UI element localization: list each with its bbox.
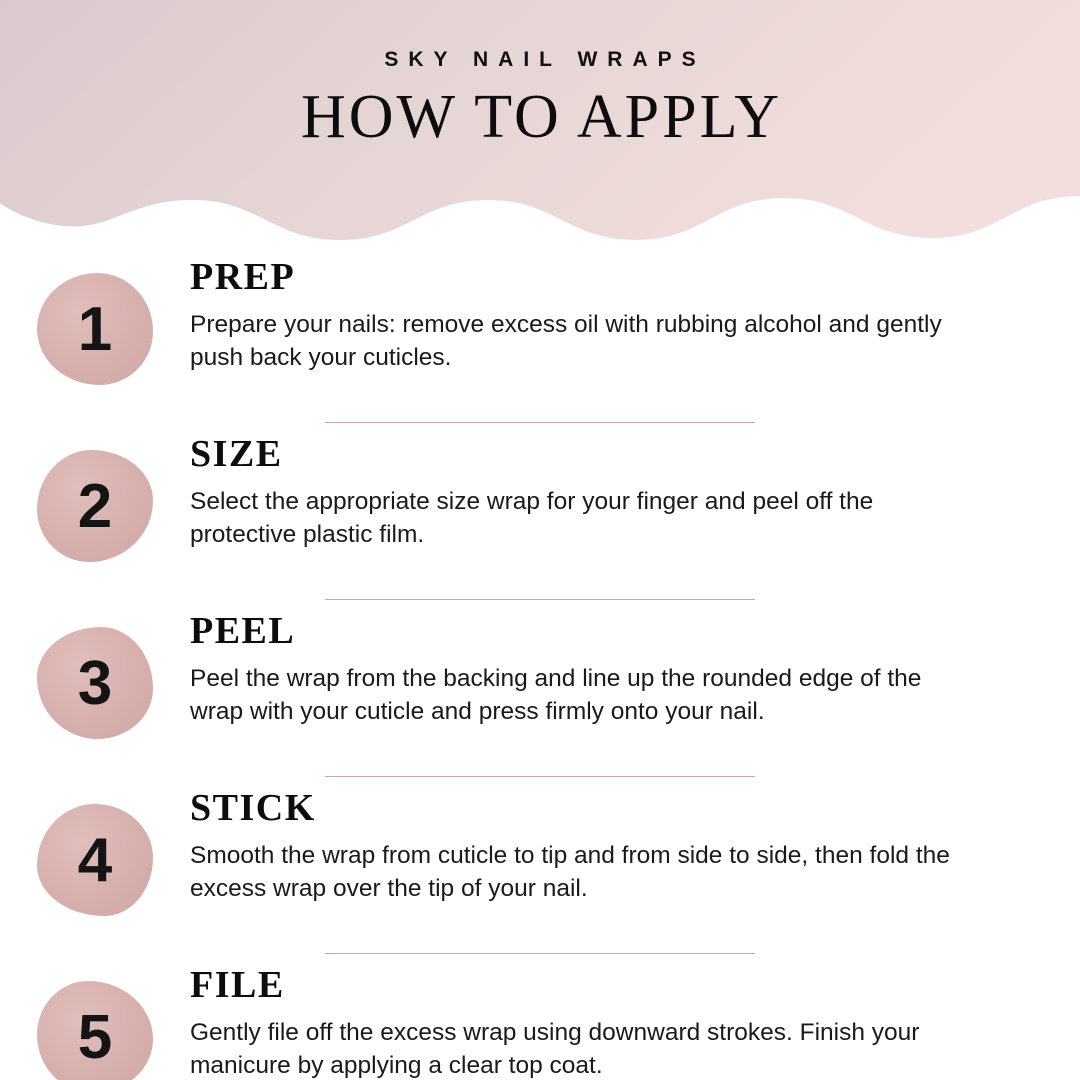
header-banner — [0, 0, 1080, 250]
step-title: FILE — [190, 964, 285, 1006]
blob-shape — [37, 804, 153, 916]
step-title: STICK — [190, 787, 316, 829]
step-description: Prepare your nails: remove excess oil with rubbing alcohol and gently push back your cuticles. — [190, 311, 942, 372]
step-badge — [0, 608, 190, 758]
blob-shape — [37, 450, 153, 562]
step-content — [190, 254, 1080, 374]
step-number: 3 — [77, 649, 113, 718]
step-title: SIZE — [190, 433, 283, 475]
step-number: 2 — [77, 472, 113, 541]
list-item — [0, 785, 1080, 935]
divider — [325, 599, 755, 600]
blob-shape — [37, 981, 153, 1080]
header-text-block — [0, 0, 1080, 215]
step-content — [190, 785, 1080, 905]
divider — [325, 776, 755, 777]
list-item — [0, 431, 1080, 581]
step-number: 1 — [77, 295, 113, 364]
step-badge — [0, 254, 190, 404]
page-title: HOW TO APPLY — [300, 83, 783, 151]
list-item — [0, 962, 1080, 1080]
divider — [325, 422, 755, 423]
step-title: PREP — [190, 256, 296, 298]
steps-list — [0, 248, 1080, 1080]
step-description: Smooth the wrap from cuticle to tip and from side to side, then fold the excess wrap over the tip of your nail. — [190, 842, 950, 903]
step-badge — [0, 431, 190, 581]
step-content — [190, 962, 1080, 1080]
step-content — [190, 431, 1080, 551]
step-description: Select the appropriate size wrap for your finger and peel off the protective plastic film. — [190, 488, 874, 549]
step-number: 5 — [77, 1003, 113, 1072]
brand-eyebrow: SKY NAIL WRAPS — [384, 48, 706, 71]
step-title: PEEL — [190, 610, 296, 652]
step-description: Peel the wrap from the backing and line up the rounded edge of the wrap with your cuticle and press firmly onto your nail. — [190, 665, 922, 726]
divider — [325, 953, 755, 954]
step-number: 4 — [77, 826, 113, 895]
step-description: Gently file off the excess wrap using downward strokes. Finish your manicure by applying a clear top coat. — [190, 1019, 920, 1080]
list-item — [0, 608, 1080, 758]
step-badge — [0, 962, 190, 1080]
step-badge — [0, 785, 190, 935]
blob-shape — [37, 273, 153, 385]
list-item — [0, 254, 1080, 404]
blob-shape — [37, 627, 153, 739]
step-content — [190, 608, 1080, 728]
